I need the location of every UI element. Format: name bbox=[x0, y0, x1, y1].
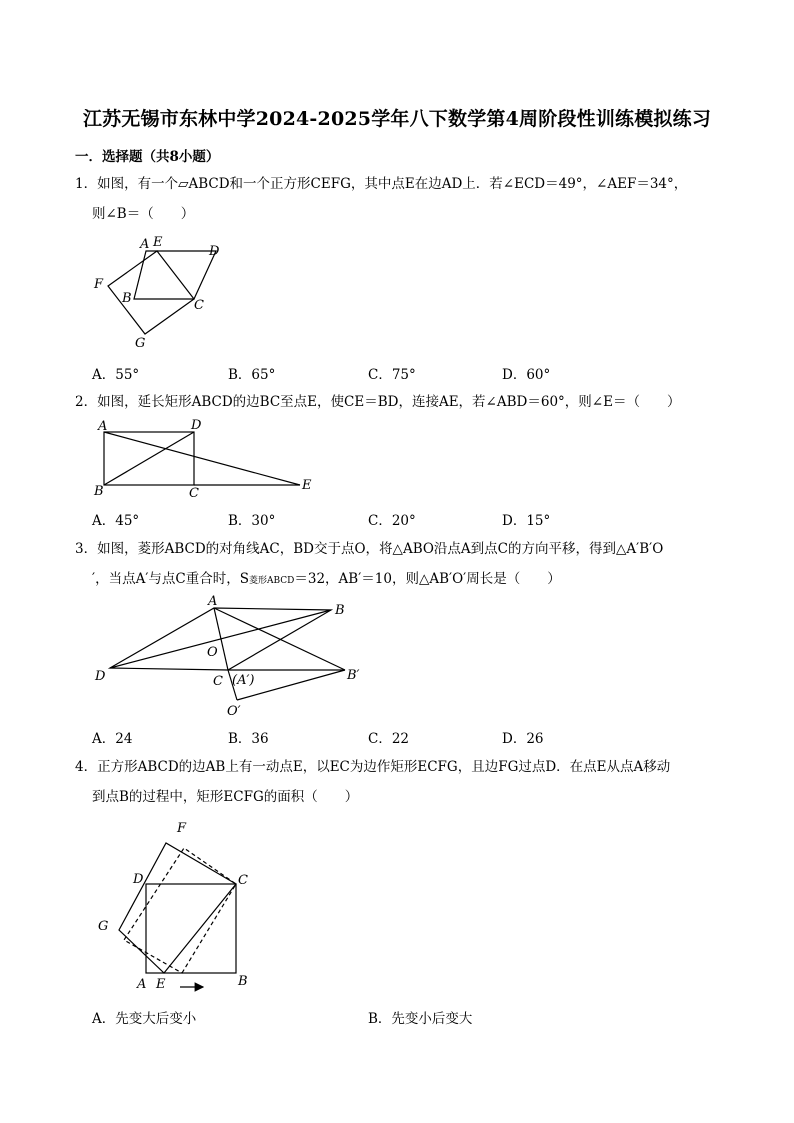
label-o: O bbox=[207, 645, 218, 660]
label-a: A bbox=[208, 594, 218, 609]
question-2 bbox=[75, 392, 680, 412]
section-heading: 一．选择题（共8小题） bbox=[75, 149, 220, 165]
q2-option-b: B．30° bbox=[228, 513, 276, 529]
diagonal-bd bbox=[110, 610, 331, 668]
q3-option-b: B．36 bbox=[228, 731, 269, 747]
question-4-text: 正方形ABCD的边AB上有一动点E，以EC为边作矩形ECFG，且边FG过点D．在点E从点A移动 bbox=[97, 759, 671, 775]
label-c: C bbox=[194, 298, 204, 313]
label-g: G bbox=[135, 336, 146, 351]
label-c: C bbox=[238, 873, 248, 888]
q3-option-a: A．24 bbox=[92, 731, 133, 747]
question-1-text: 如图，有一个▱ABCD和一个正方形CEFG，其中点E在边AD上．若∠ECD＝49°，∠AEF＝34°， bbox=[97, 176, 688, 192]
q1-option-d: D．60° bbox=[502, 367, 551, 383]
question-3-line2 bbox=[92, 569, 561, 591]
label-d: D bbox=[95, 669, 106, 684]
rectangle-dashed-position bbox=[124, 848, 236, 973]
q2-option-d: D．15° bbox=[502, 513, 551, 529]
label-c: C bbox=[213, 674, 223, 689]
question-1 bbox=[75, 174, 687, 194]
question-1-figure bbox=[90, 234, 230, 352]
label-f: F bbox=[94, 277, 104, 292]
rectangle-ecfg bbox=[119, 843, 236, 973]
q4-option-b: B．先变小后变大 bbox=[368, 1011, 473, 1027]
label-d: D bbox=[133, 872, 144, 887]
label-d: D bbox=[191, 418, 202, 433]
q3-option-c: C．22 bbox=[368, 731, 410, 747]
label-b-prime: B′ bbox=[347, 668, 360, 683]
question-2-text: 如图，延长矩形ABCD的边BC至点E，使CE＝BD，连接AE，若∠ABD＝60°，则∠E＝（ ） bbox=[97, 394, 681, 410]
label-b: B bbox=[335, 603, 345, 618]
label-b: B bbox=[94, 484, 104, 499]
label-e: E bbox=[302, 478, 312, 493]
question-3-line2-b: ＝32，AB′＝10，则△AB′O′周长是（ ） bbox=[294, 571, 561, 587]
label-a-prime: (A′) bbox=[232, 673, 255, 688]
label-b: B bbox=[238, 974, 248, 989]
label-b: B bbox=[122, 291, 132, 306]
question-4-number: 4． bbox=[75, 759, 98, 775]
question-3-number: 3． bbox=[75, 541, 98, 557]
label-g: G bbox=[98, 919, 109, 934]
question-1-number: 1． bbox=[75, 176, 98, 192]
label-e: E bbox=[153, 235, 163, 250]
label-a: A bbox=[137, 977, 147, 992]
segment-ab-prime bbox=[214, 608, 345, 670]
page-title: 江苏无锡市东林中学2024-2025学年八下数学第4周阶段性训练模拟练习 bbox=[82, 108, 712, 130]
question-4-line2: 到点B的过程中，矩形ECFG的面积（ ） bbox=[92, 789, 359, 805]
square-cefg bbox=[108, 251, 194, 334]
segment-ae bbox=[104, 432, 300, 485]
question-1-line2: 则∠B＝（ ） bbox=[92, 206, 195, 222]
label-c: C bbox=[189, 486, 199, 500]
question-3-text: 如图，菱形ABCD的对角线AC，BD交于点O，将△ABO沿点A到点C的方向平移，得到△A′B′O bbox=[97, 541, 664, 557]
question-4-figure bbox=[92, 818, 262, 998]
q3-option-d: D．26 bbox=[502, 731, 544, 747]
label-a: A bbox=[140, 237, 150, 252]
q1-option-c: C．75° bbox=[368, 367, 416, 383]
q2-option-c: C．20° bbox=[368, 513, 416, 529]
label-o-prime: O′ bbox=[227, 704, 241, 719]
label-d: D bbox=[209, 244, 220, 259]
question-2-figure bbox=[90, 416, 320, 500]
q4-option-a: A．先变大后变小 bbox=[92, 1011, 197, 1027]
question-2-number: 2． bbox=[75, 394, 98, 410]
q2-option-a: A．45° bbox=[92, 513, 140, 529]
question-4 bbox=[75, 757, 670, 777]
label-f: F bbox=[177, 821, 187, 836]
q1-option-b: B．65° bbox=[228, 367, 276, 383]
question-3-figure bbox=[90, 592, 370, 722]
q1-option-a: A．55° bbox=[92, 367, 140, 383]
question-3-subscript: 菱形ABCD bbox=[248, 576, 295, 586]
label-e: E bbox=[156, 977, 166, 992]
question-3-line2-a: ′，当点A′与点C重合时，S bbox=[92, 571, 249, 587]
diagonal-bd bbox=[104, 432, 194, 485]
question-3 bbox=[75, 539, 663, 559]
label-a: A bbox=[98, 419, 108, 434]
